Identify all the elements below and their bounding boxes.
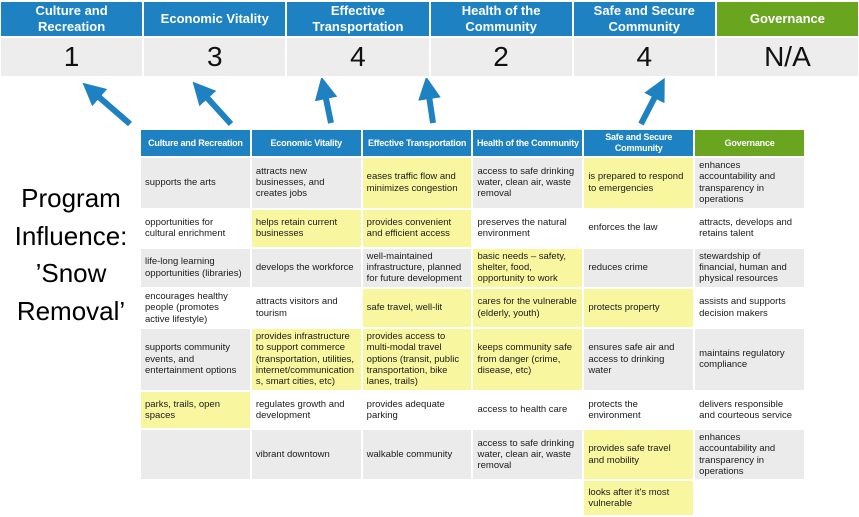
matrix-cell: safe travel, well-lit — [363, 289, 472, 327]
matrix-header-economic-vitality: Economic Vitality — [252, 130, 361, 156]
up-arrow-icon — [201, 91, 231, 124]
program-influence-label: Program Influence: ’Snow Removal’ — [14, 183, 128, 327]
matrix-cell: protects property — [584, 289, 693, 327]
matrix-cell: stewardship of financial, human and physical resources — [695, 249, 804, 287]
matrix-cell: access to safe drinking water, clean air, waste removal — [473, 158, 582, 208]
matrix-header-culture-recreation: Culture and Recreation — [141, 130, 250, 156]
matrix-cell: enhances accountability and transparency in operations — [695, 430, 804, 480]
summary-label: Economic Vitality — [160, 11, 269, 27]
matrix-row — [141, 329, 804, 390]
matrix-cell: enhances accountability and transparency in operations — [695, 158, 804, 208]
summary-col-culture-recreation — [1, 2, 142, 36]
matrix-cell: life-long learning opportunities (libraries) — [141, 249, 250, 287]
matrix-cell: basic needs – safety, shelter, food, opportunity to work — [473, 249, 582, 287]
matrix-cell: well-maintained infrastructure, planned for future development — [363, 249, 472, 287]
matrix-cell: provides access to multi-modal travel options (transit, public transportation, bike lanes, trails) — [363, 329, 472, 390]
matrix-cell: reduces crime — [584, 249, 693, 287]
matrix-cell: provides convenient and efficient access — [363, 210, 472, 247]
up-arrow-icon — [324, 89, 331, 123]
score-health-community: 2 — [431, 38, 572, 76]
matrix-row — [141, 392, 804, 428]
matrix-cell: regulates growth and development — [252, 392, 361, 428]
matrix-cell — [473, 481, 582, 515]
score-economic-vitality: 3 — [144, 38, 285, 76]
summary-col-safe-secure-community — [574, 2, 715, 36]
score-governance: N/A — [717, 38, 858, 76]
matrix-cell: access to health care — [473, 392, 582, 428]
matrix-cell — [141, 430, 250, 480]
up-arrow-icon — [428, 89, 433, 123]
summary-label: Governance — [749, 11, 825, 27]
matrix-cell: walkable community — [363, 430, 472, 480]
matrix-cell: attracts visitors and tourism — [252, 289, 361, 327]
summary-col-economic-vitality — [144, 2, 285, 36]
matrix-cell — [252, 481, 361, 515]
matrix-cell: provides infrastructure to support commerce (transportation, utilities, internet/communications, smart cities, etc) — [252, 329, 361, 390]
matrix-cell: attracts new businesses, and creates jobs — [252, 158, 361, 208]
matrix-cell: provides safe travel and mobility — [584, 430, 693, 480]
summary-col-effective-transportation — [287, 2, 428, 36]
matrix-row — [141, 158, 804, 208]
matrix-cell: is prepared to respond to emergencies — [584, 158, 693, 208]
matrix-header-governance: Governance — [695, 130, 804, 156]
up-arrow-icon — [92, 91, 130, 124]
score-effective-transportation: 4 — [287, 38, 428, 76]
matrix-cell: ensures safe air and access to drinking water — [584, 329, 693, 390]
matrix-cell: assists and supports decision makers — [695, 289, 804, 327]
summary-col-governance — [717, 2, 858, 36]
matrix-cell: keeps community safe from danger (crime, disease, etc) — [473, 329, 582, 390]
summary-label: Health of the Community — [461, 3, 541, 34]
summary-label: Safe and Secure Community — [593, 3, 695, 34]
matrix-cell: supports the arts — [141, 158, 250, 208]
summary-score-row — [1, 38, 858, 76]
up-arrow-icon — [641, 89, 659, 124]
matrix-cell: encourages healthy people (promotes active lifestyle) — [141, 289, 250, 327]
matrix-cell: eases traffic flow and minimizes congestion — [363, 158, 472, 208]
matrix-cell: protects the environment — [584, 392, 693, 428]
matrix-cell: supports community events, and entertainment options — [141, 329, 250, 390]
matrix-header-health-community: Health of the Community — [473, 130, 582, 156]
matrix-cell: opportunities for cultural enrichment — [141, 210, 250, 247]
matrix-row — [141, 249, 804, 287]
matrix-row — [141, 430, 804, 480]
matrix-header-safe-secure-community: Safe and Secure Community — [584, 130, 693, 156]
matrix-row — [141, 289, 804, 327]
influence-matrix — [139, 128, 806, 517]
score-safe-secure-community: 4 — [574, 38, 715, 76]
matrix-cell: develops the workforce — [252, 249, 361, 287]
matrix-row — [141, 210, 804, 247]
influence-arrows — [0, 78, 859, 128]
matrix-cell: attracts, develops and retains talent — [695, 210, 804, 247]
matrix-cell: provides adequate parking — [363, 392, 472, 428]
score-culture-recreation: 1 — [1, 38, 142, 76]
summary-col-health-community — [431, 2, 572, 36]
matrix-cell: cares for the vulnerable (elderly, youth) — [473, 289, 582, 327]
matrix-row — [141, 481, 804, 515]
matrix-cell: maintains regulatory compliance — [695, 329, 804, 390]
matrix-cell — [363, 481, 472, 515]
summary-header-row — [1, 2, 858, 36]
matrix-cell: delivers responsible and courteous service — [695, 392, 804, 428]
matrix-cell: looks after it's most vulnerable — [584, 481, 693, 515]
matrix-cell: vibrant downtown — [252, 430, 361, 480]
matrix-cell: parks, trails, open spaces — [141, 392, 250, 428]
matrix-cell: enforces the law — [584, 210, 693, 247]
summary-label: Culture and Recreation — [35, 3, 108, 34]
matrix-cell — [695, 481, 804, 515]
matrix-cell: access to safe drinking water, clean air, waste removal — [473, 430, 582, 480]
matrix-cell: preserves the natural environment — [473, 210, 582, 247]
matrix-header-row — [141, 130, 804, 156]
matrix-header-effective-transportation: Effective Transportation — [363, 130, 472, 156]
summary-label: Effective Transportation — [312, 3, 404, 34]
matrix-cell — [141, 481, 250, 515]
matrix-cell: helps retain current businesses — [252, 210, 361, 247]
